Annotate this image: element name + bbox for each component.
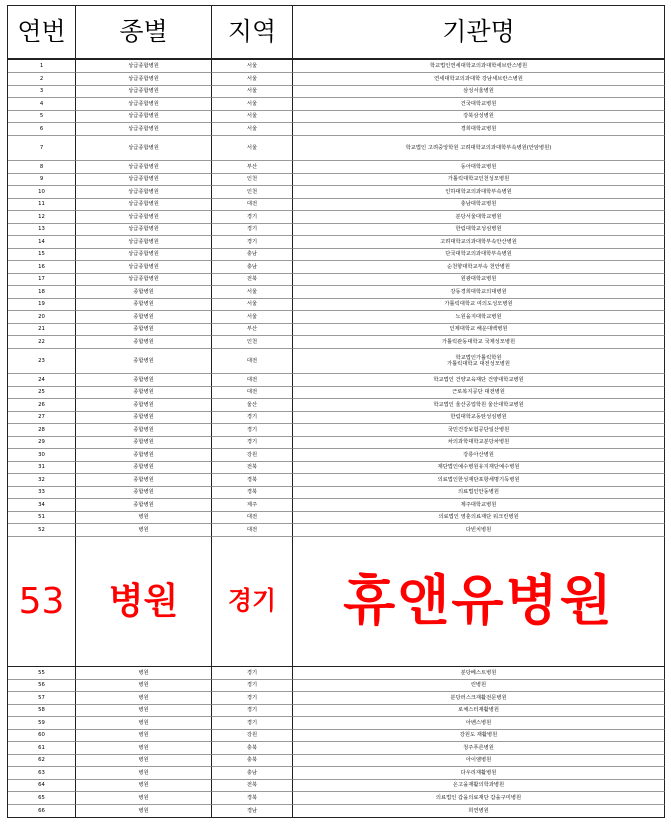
- row-institution: 차의과학대학교분당차병원: [293, 437, 665, 449]
- row-type: 상급종합병원: [76, 60, 212, 73]
- row-region: 부산: [212, 161, 293, 174]
- row-region: 경기: [212, 211, 293, 224]
- row-number: 60: [8, 730, 76, 742]
- row-institution: 아벤스병원: [293, 717, 665, 730]
- row-type: 상급종합병원: [76, 136, 212, 161]
- row-type: 종합병원: [76, 487, 212, 499]
- row-type: 종합병원: [76, 286, 212, 299]
- row-number: 24: [8, 374, 76, 387]
- row-type: 병원: [76, 667, 212, 680]
- row-type: 상급종합병원: [76, 186, 212, 199]
- row-region: 경기: [212, 437, 293, 449]
- row-region: 부산: [212, 324, 293, 336]
- row-institution: 건국대학교병원: [293, 98, 665, 111]
- row-institution: 삼성서울병원: [293, 86, 665, 98]
- row-institution: 학교법인 울산공업학원 울산대학교병원: [293, 399, 665, 412]
- row-type: 종합병원: [76, 474, 212, 487]
- table-row: [8, 792, 665, 805]
- row-type: 상급종합병원: [76, 174, 212, 186]
- row-number: 64: [8, 780, 76, 792]
- row-institution: 의료법인 영훈의료재단 워크린병원: [293, 512, 665, 524]
- row-number: 1: [8, 60, 76, 73]
- row-institution: 인제대학교 해운대백병원: [293, 324, 665, 336]
- row-type: 상급종합병원: [76, 73, 212, 86]
- row-institution: 의료법인 갑을의료재단 갑을구미병원: [293, 792, 665, 805]
- row-number: 22: [8, 336, 76, 349]
- row-region: 경기: [212, 224, 293, 236]
- header-row: [8, 6, 665, 60]
- row-number: 65: [8, 792, 76, 805]
- table-row: [8, 236, 665, 249]
- row-institution: 제주대학교병원: [293, 499, 665, 512]
- table-row: [8, 412, 665, 424]
- table-row: [8, 512, 665, 524]
- row-institution: 학교법인 건양교육재단 건양대학교병원: [293, 374, 665, 387]
- row-number: 63: [8, 767, 76, 780]
- row-number: 57: [8, 692, 76, 705]
- table-row: [8, 742, 665, 755]
- row-type: 병원: [76, 755, 212, 767]
- table-row: [8, 387, 665, 399]
- row-number: 5: [8, 111, 76, 123]
- row-number: 10: [8, 186, 76, 199]
- row-institution: 분당러스크재활전문병원: [293, 692, 665, 705]
- row-institution: 린병원: [293, 680, 665, 692]
- row-institution: 노원을지대학교병원: [293, 311, 665, 324]
- row-institution: 가톨릭대학교인천성모병원: [293, 174, 665, 186]
- row-region: 전북: [212, 780, 293, 792]
- row-region: 대전: [212, 199, 293, 211]
- row-region: 대전: [212, 512, 293, 524]
- row-number: 52: [8, 524, 76, 537]
- row-number: 23: [8, 349, 76, 374]
- table-row: [8, 136, 665, 161]
- row-type: 상급종합병원: [76, 98, 212, 111]
- table-body-top: [8, 60, 665, 537]
- row-type: 종합병원: [76, 311, 212, 324]
- row-institution: 동아대학교병원: [293, 161, 665, 174]
- row-type: 종합병원: [76, 412, 212, 424]
- table-row: [8, 324, 665, 336]
- row-region: 제주: [212, 499, 293, 512]
- row-type: 상급종합병원: [76, 86, 212, 98]
- row-region: 충남: [212, 249, 293, 261]
- table-row: [8, 349, 665, 374]
- header-region: 지역: [212, 6, 293, 60]
- row-number: 18: [8, 286, 76, 299]
- table-row: [8, 692, 665, 705]
- row-type: 상급종합병원: [76, 111, 212, 123]
- row-type: 상급종합병원: [76, 249, 212, 261]
- row-institution: 학교법인 고려중앙학원 고려대학교의과대학부속병원(안암병원): [293, 136, 665, 161]
- table-row: [8, 261, 665, 274]
- row-number: 4: [8, 98, 76, 111]
- table-row: [8, 274, 665, 286]
- table-row: [8, 399, 665, 412]
- row-number: 17: [8, 274, 76, 286]
- row-number: 62: [8, 755, 76, 767]
- row-region: 서울: [212, 299, 293, 311]
- row-institution: 원광대학교병원: [293, 274, 665, 286]
- row-region: 서울: [212, 98, 293, 111]
- row-type: 병원: [76, 792, 212, 805]
- row-type: 종합병원: [76, 374, 212, 387]
- row-type: 상급종합병원: [76, 261, 212, 274]
- header-institution: 기관명: [293, 6, 665, 60]
- table-row: [8, 374, 665, 387]
- table-row: [8, 199, 665, 211]
- table-row: [8, 499, 665, 512]
- row-type: 상급종합병원: [76, 211, 212, 224]
- row-number: 33: [8, 487, 76, 499]
- row-institution: 국민건강보험공단일산병원: [293, 424, 665, 437]
- highlight-region: 경기: [212, 537, 293, 667]
- table-row: [8, 186, 665, 199]
- row-institution: 청주푸른병원: [293, 742, 665, 755]
- row-region: 서울: [212, 286, 293, 299]
- row-institution: 분당베스트병원: [293, 667, 665, 680]
- row-type: 병원: [76, 692, 212, 705]
- row-type: 상급종합병원: [76, 224, 212, 236]
- row-institution: 단국대학교의과대학부속병원: [293, 249, 665, 261]
- row-institution: 강동경희대학교의대병원: [293, 286, 665, 299]
- row-number: 19: [8, 299, 76, 311]
- row-type: 종합병원: [76, 424, 212, 437]
- row-region: 서울: [212, 311, 293, 324]
- table-row: [8, 524, 665, 537]
- row-region: 경기: [212, 424, 293, 437]
- row-region: 경북: [212, 792, 293, 805]
- row-region: 경기: [212, 412, 293, 424]
- row-number: 9: [8, 174, 76, 186]
- row-type: 상급종합병원: [76, 199, 212, 211]
- row-type: 종합병원: [76, 336, 212, 349]
- row-institution: 인하대학교의과대학부속병원: [293, 186, 665, 199]
- row-region: 경북: [212, 474, 293, 487]
- table-row: [8, 123, 665, 136]
- table-row: [8, 730, 665, 742]
- row-institution: 의료법인안동병원: [293, 487, 665, 499]
- header-number: 연번: [8, 6, 76, 60]
- row-type: 종합병원: [76, 449, 212, 462]
- row-institution: 한림대학교성심병원: [293, 224, 665, 236]
- row-number: 27: [8, 412, 76, 424]
- row-number: 30: [8, 449, 76, 462]
- row-number: 14: [8, 236, 76, 249]
- row-number: 29: [8, 437, 76, 449]
- table-row: [8, 805, 665, 818]
- row-institution: 연세대학교의과대학 강남세브란스병원: [293, 73, 665, 86]
- row-institution: 충남대학교병원: [293, 199, 665, 211]
- table-body-bottom: [8, 667, 665, 818]
- table-row: [8, 286, 665, 299]
- row-region: 충남: [212, 261, 293, 274]
- row-number: 66: [8, 805, 76, 818]
- highlight-type: 병원: [76, 537, 212, 667]
- row-type: 종합병원: [76, 349, 212, 374]
- row-institution: 분당서울대학교병원: [293, 211, 665, 224]
- row-type: 종합병원: [76, 399, 212, 412]
- row-number: 12: [8, 211, 76, 224]
- table-row: [8, 780, 665, 792]
- row-number: 3: [8, 86, 76, 98]
- row-number: 59: [8, 717, 76, 730]
- row-region: 전북: [212, 274, 293, 286]
- table-row: [8, 487, 665, 499]
- row-region: 서울: [212, 111, 293, 123]
- table-row: [8, 86, 665, 98]
- table-row: [8, 311, 665, 324]
- table-row: [8, 705, 665, 717]
- row-institution: 한림대학교동탄성심병원: [293, 412, 665, 424]
- row-institution: 강원도 재활병원: [293, 730, 665, 742]
- row-number: 2: [8, 73, 76, 86]
- row-region: 전북: [212, 462, 293, 474]
- row-region: 서울: [212, 73, 293, 86]
- row-region: 충남: [212, 767, 293, 780]
- table-row: [8, 680, 665, 692]
- row-number: 61: [8, 742, 76, 755]
- row-institution: 강릉아산병원: [293, 449, 665, 462]
- row-region: 대전: [212, 349, 293, 374]
- row-type: 종합병원: [76, 462, 212, 474]
- row-number: 16: [8, 261, 76, 274]
- row-type: 종합병원: [76, 324, 212, 336]
- row-institution: 가톨릭대학교 여의도성모병원: [293, 299, 665, 311]
- row-region: 인천: [212, 336, 293, 349]
- row-institution: 다빈치병원: [293, 524, 665, 537]
- row-type: 병원: [76, 512, 212, 524]
- row-region: 강원: [212, 449, 293, 462]
- row-number: 34: [8, 499, 76, 512]
- row-type: 병원: [76, 780, 212, 792]
- row-institution: 의료법인한성재단포항세명기독병원: [293, 474, 665, 487]
- table-row: [8, 437, 665, 449]
- highlight-number: 53: [8, 537, 76, 667]
- row-region: 대전: [212, 524, 293, 537]
- row-type: 병원: [76, 680, 212, 692]
- row-type: 병원: [76, 730, 212, 742]
- highlight-row: [8, 537, 665, 667]
- table-row: [8, 224, 665, 236]
- table-row: [8, 462, 665, 474]
- row-institution: 재단법인예수병원유지재단예수병원: [293, 462, 665, 474]
- row-region: 경기: [212, 236, 293, 249]
- table-row: [8, 111, 665, 123]
- row-region: 대전: [212, 374, 293, 387]
- row-type: 종합병원: [76, 299, 212, 311]
- row-institution: 경희대학교병원: [293, 123, 665, 136]
- row-number: 13: [8, 224, 76, 236]
- table-row: [8, 336, 665, 349]
- row-number: 20: [8, 311, 76, 324]
- highlight-institution: 휴앤유병원: [293, 537, 665, 667]
- row-region: 서울: [212, 86, 293, 98]
- row-type: 종합병원: [76, 387, 212, 399]
- row-type: 병원: [76, 524, 212, 537]
- table-row: [8, 174, 665, 186]
- row-number: 32: [8, 474, 76, 487]
- row-institution: 가톨릭관동대학교 국제성모병원: [293, 336, 665, 349]
- table-row: [8, 767, 665, 780]
- row-region: 강원: [212, 730, 293, 742]
- table-row: [8, 449, 665, 462]
- row-type: 상급종합병원: [76, 161, 212, 174]
- row-region: 서울: [212, 136, 293, 161]
- table-row: [8, 299, 665, 311]
- row-type: 병원: [76, 767, 212, 780]
- row-region: 인천: [212, 174, 293, 186]
- row-type: 종합병원: [76, 437, 212, 449]
- hospital-table: [7, 5, 665, 818]
- row-type: 병원: [76, 717, 212, 730]
- row-region: 경남: [212, 805, 293, 818]
- row-number: 28: [8, 424, 76, 437]
- table-row: [8, 98, 665, 111]
- row-region: 서울: [212, 60, 293, 73]
- row-region: 충북: [212, 742, 293, 755]
- table-row: [8, 667, 665, 680]
- row-type: 병원: [76, 805, 212, 818]
- table-row: [8, 474, 665, 487]
- row-institution: 근로복지공단 대전병원: [293, 387, 665, 399]
- row-number: 26: [8, 399, 76, 412]
- row-number: 25: [8, 387, 76, 399]
- row-number: 15: [8, 249, 76, 261]
- table-row: [8, 717, 665, 730]
- row-region: 경기: [212, 705, 293, 717]
- row-region: 서울: [212, 123, 293, 136]
- row-region: 인천: [212, 186, 293, 199]
- table-row: [8, 424, 665, 437]
- row-number: 51: [8, 512, 76, 524]
- table-row: [8, 249, 665, 261]
- row-number: 21: [8, 324, 76, 336]
- row-type: 종합병원: [76, 499, 212, 512]
- row-institution: 온고을재활의학과병원: [293, 780, 665, 792]
- table-row: [8, 73, 665, 86]
- row-institution: 학교법인가톨릭학원 가톨릭대학교 대전성모병원: [293, 349, 665, 374]
- row-institution: 희연병원: [293, 805, 665, 818]
- table-row: [8, 60, 665, 73]
- row-region: 울산: [212, 399, 293, 412]
- row-number: 6: [8, 123, 76, 136]
- row-type: 병원: [76, 705, 212, 717]
- row-institution: 고려대학교의과대학부속안산병원: [293, 236, 665, 249]
- row-region: 경기: [212, 667, 293, 680]
- row-institution: 로체스터재활병원: [293, 705, 665, 717]
- row-type: 병원: [76, 742, 212, 755]
- row-number: 58: [8, 705, 76, 717]
- row-number: 11: [8, 199, 76, 211]
- row-institution: 순천향대학교부속 천안병원: [293, 261, 665, 274]
- table-row: [8, 755, 665, 767]
- row-number: 55: [8, 667, 76, 680]
- row-institution: 다우리재활병원: [293, 767, 665, 780]
- row-type: 상급종합병원: [76, 274, 212, 286]
- row-number: 8: [8, 161, 76, 174]
- row-type: 상급종합병원: [76, 236, 212, 249]
- row-institution: 아이엠병원: [293, 755, 665, 767]
- row-institution: 강북삼성병원: [293, 111, 665, 123]
- row-region: 대전: [212, 387, 293, 399]
- row-number: 31: [8, 462, 76, 474]
- row-region: 경기: [212, 717, 293, 730]
- table-row: [8, 161, 665, 174]
- row-institution: 학교법인연세대학교의과대학세브란스병원: [293, 60, 665, 73]
- row-region: 경기: [212, 692, 293, 705]
- row-region: 경북: [212, 487, 293, 499]
- row-number: 56: [8, 680, 76, 692]
- row-number: 7: [8, 136, 76, 161]
- row-type: 상급종합병원: [76, 123, 212, 136]
- row-region: 충북: [212, 755, 293, 767]
- table-row: [8, 211, 665, 224]
- row-region: 경기: [212, 680, 293, 692]
- header-type: 종별: [76, 6, 212, 60]
